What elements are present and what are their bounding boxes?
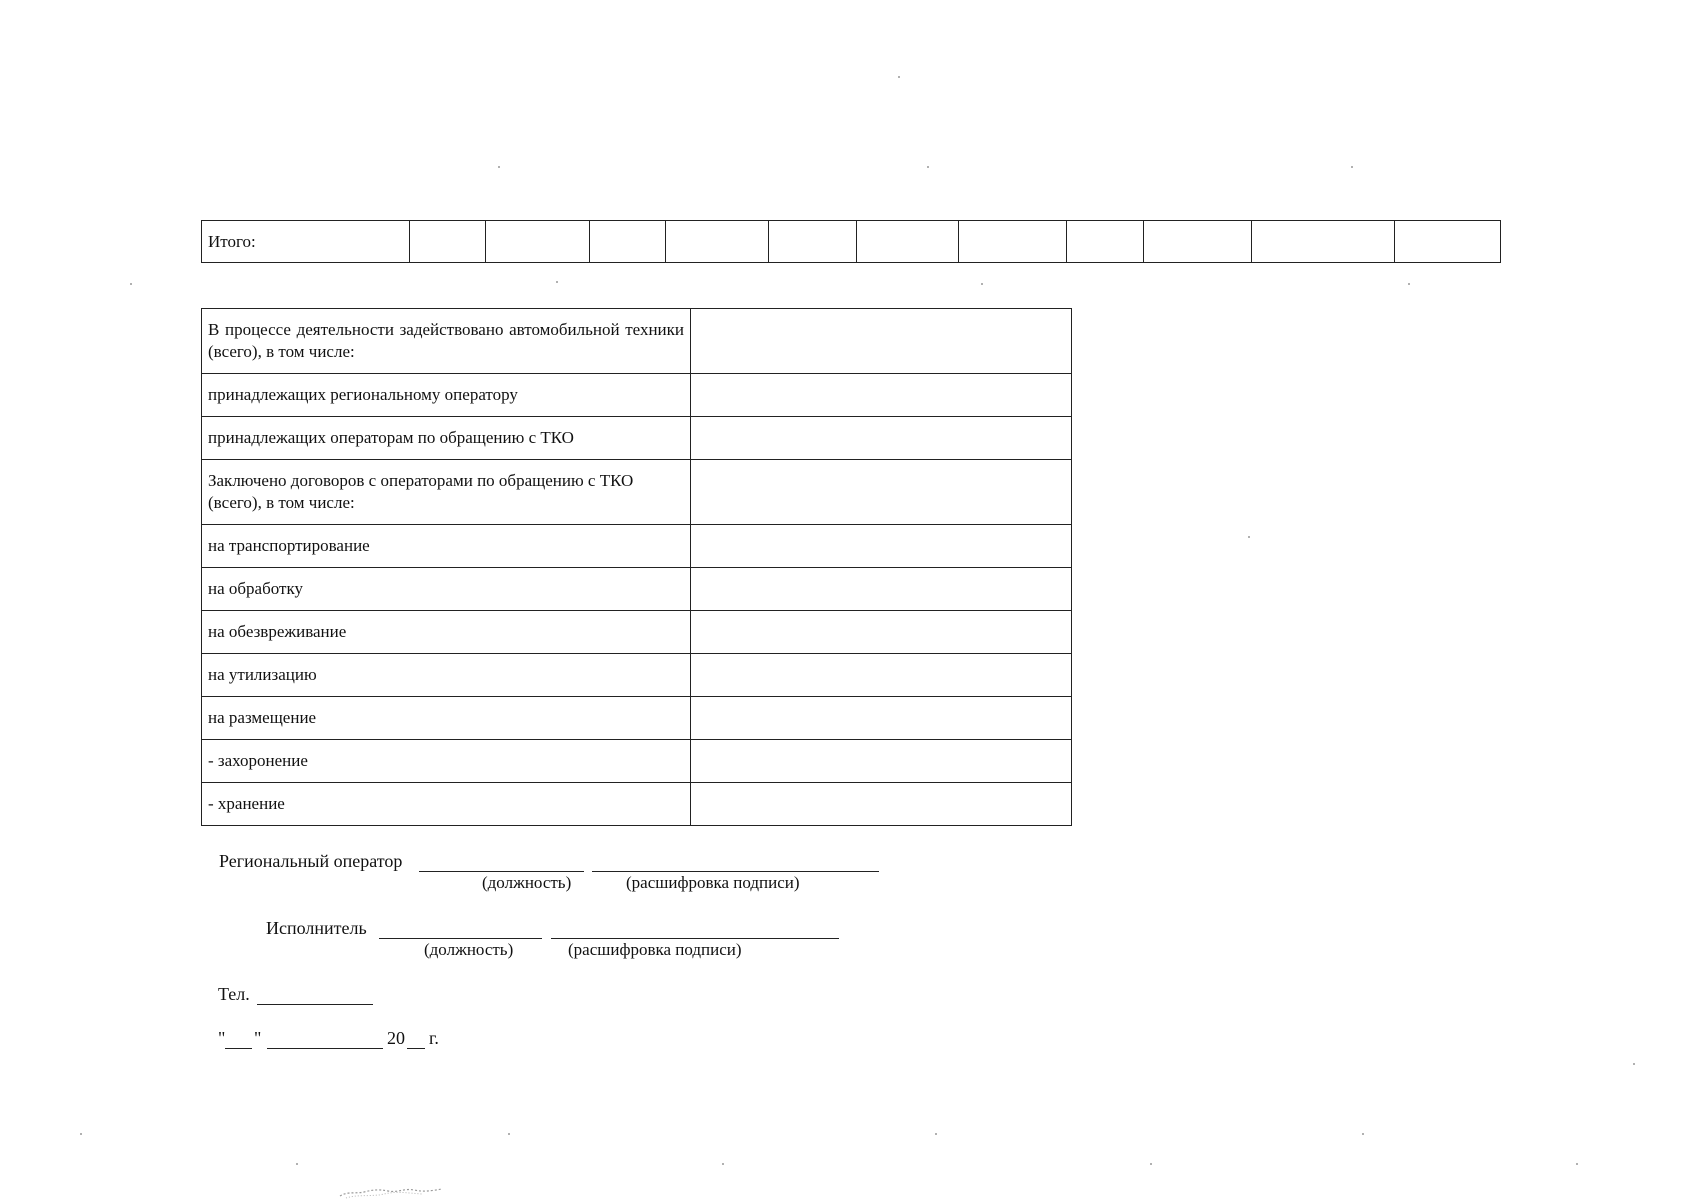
vehicles-contracts-table bbox=[201, 308, 1072, 826]
scan-speck bbox=[1248, 536, 1250, 538]
table-row bbox=[202, 697, 1072, 740]
row-value[interactable] bbox=[691, 568, 1072, 611]
date-year-line[interactable] bbox=[407, 1048, 425, 1049]
row-label: на обработку bbox=[202, 568, 691, 611]
scan-speck bbox=[927, 166, 929, 168]
scan-speck bbox=[556, 281, 558, 283]
totals-row bbox=[202, 221, 1501, 263]
row-value[interactable] bbox=[691, 525, 1072, 568]
table-row bbox=[202, 654, 1072, 697]
scan-speck bbox=[1150, 1163, 1152, 1165]
table-row bbox=[202, 374, 1072, 417]
table-row bbox=[202, 783, 1072, 826]
table-row bbox=[202, 611, 1072, 654]
totals-table bbox=[201, 220, 1501, 263]
scan-speck bbox=[1576, 1163, 1578, 1165]
scan-speck bbox=[722, 1163, 724, 1165]
position-caption: (должность) bbox=[482, 873, 572, 892]
totals-label: Итого: bbox=[202, 221, 410, 263]
totals-cell[interactable] bbox=[1067, 221, 1144, 263]
row-label: на транспортирование bbox=[202, 525, 691, 568]
totals-cell[interactable] bbox=[1395, 221, 1501, 263]
scan-speck bbox=[80, 1133, 82, 1135]
row-value[interactable] bbox=[691, 374, 1072, 417]
row-label: - захоронение bbox=[202, 740, 691, 783]
position-caption: (должность) bbox=[424, 940, 514, 959]
phone-line[interactable] bbox=[257, 1004, 373, 1005]
table-row bbox=[202, 568, 1072, 611]
scan-speck bbox=[898, 76, 900, 78]
row-value[interactable] bbox=[691, 417, 1072, 460]
row-value[interactable] bbox=[691, 654, 1072, 697]
date-year-suffix: г. bbox=[429, 1028, 439, 1048]
row-label: на утилизацию bbox=[202, 654, 691, 697]
scan-speck bbox=[130, 283, 132, 285]
date-open-quote: " bbox=[218, 1028, 226, 1048]
signature-caption: (расшифровка подписи) bbox=[568, 940, 742, 959]
row-label: принадлежащих региональному оператору bbox=[202, 374, 691, 417]
totals-cell[interactable] bbox=[857, 221, 959, 263]
date-day-line[interactable] bbox=[225, 1048, 252, 1049]
date-month-line[interactable] bbox=[267, 1048, 383, 1049]
row-value[interactable] bbox=[691, 740, 1072, 783]
scan-speck bbox=[1408, 283, 1410, 285]
totals-cell[interactable] bbox=[590, 221, 666, 263]
regional-operator-signature-line[interactable] bbox=[592, 871, 879, 872]
row-value[interactable] bbox=[691, 611, 1072, 654]
row-value[interactable] bbox=[691, 460, 1072, 525]
executor-label: Исполнитель bbox=[266, 918, 367, 938]
totals-cell[interactable] bbox=[1144, 221, 1252, 263]
phone-label: Тел. bbox=[218, 984, 250, 1004]
signature-caption: (расшифровка подписи) bbox=[626, 873, 800, 892]
row-value[interactable] bbox=[691, 697, 1072, 740]
regional-operator-label: Региональный оператор bbox=[219, 851, 403, 871]
totals-cell[interactable] bbox=[1252, 221, 1395, 263]
date-year-prefix: 20 bbox=[387, 1028, 405, 1048]
scan-speck bbox=[935, 1133, 937, 1135]
totals-cell[interactable] bbox=[959, 221, 1067, 263]
scan-speck bbox=[981, 283, 983, 285]
scan-speck bbox=[1362, 1133, 1364, 1135]
scan-speck bbox=[498, 166, 500, 168]
table-row bbox=[202, 460, 1072, 525]
row-label: - хранение bbox=[202, 783, 691, 826]
row-value[interactable] bbox=[691, 309, 1072, 374]
totals-cell[interactable] bbox=[486, 221, 590, 263]
totals-cell[interactable] bbox=[769, 221, 857, 263]
row-value[interactable] bbox=[691, 783, 1072, 826]
row-label: Заключено договоров с операторами по обращению с ТКО (всего), в том числе: bbox=[202, 460, 691, 525]
scan-speck bbox=[1351, 166, 1353, 168]
executor-signature-line[interactable] bbox=[551, 938, 839, 939]
totals-cell[interactable] bbox=[410, 221, 486, 263]
row-label: на обезвреживание bbox=[202, 611, 691, 654]
row-label: В процессе деятельности задействовано автомобильной техники (всего), в том числе: bbox=[202, 309, 691, 374]
table-row bbox=[202, 740, 1072, 783]
row-label: принадлежащих операторам по обращению с ТКО bbox=[202, 417, 691, 460]
scan-smudge bbox=[338, 1185, 448, 1199]
scan-speck bbox=[1633, 1063, 1635, 1065]
executor-position-line[interactable] bbox=[379, 938, 542, 939]
scan-speck bbox=[296, 1163, 298, 1165]
table-row bbox=[202, 309, 1072, 374]
scan-speck bbox=[508, 1133, 510, 1135]
totals-cell[interactable] bbox=[666, 221, 769, 263]
table-row bbox=[202, 417, 1072, 460]
date-close-quote: " bbox=[254, 1028, 262, 1048]
table-row bbox=[202, 525, 1072, 568]
row-label: на размещение bbox=[202, 697, 691, 740]
regional-operator-position-line[interactable] bbox=[419, 871, 584, 872]
